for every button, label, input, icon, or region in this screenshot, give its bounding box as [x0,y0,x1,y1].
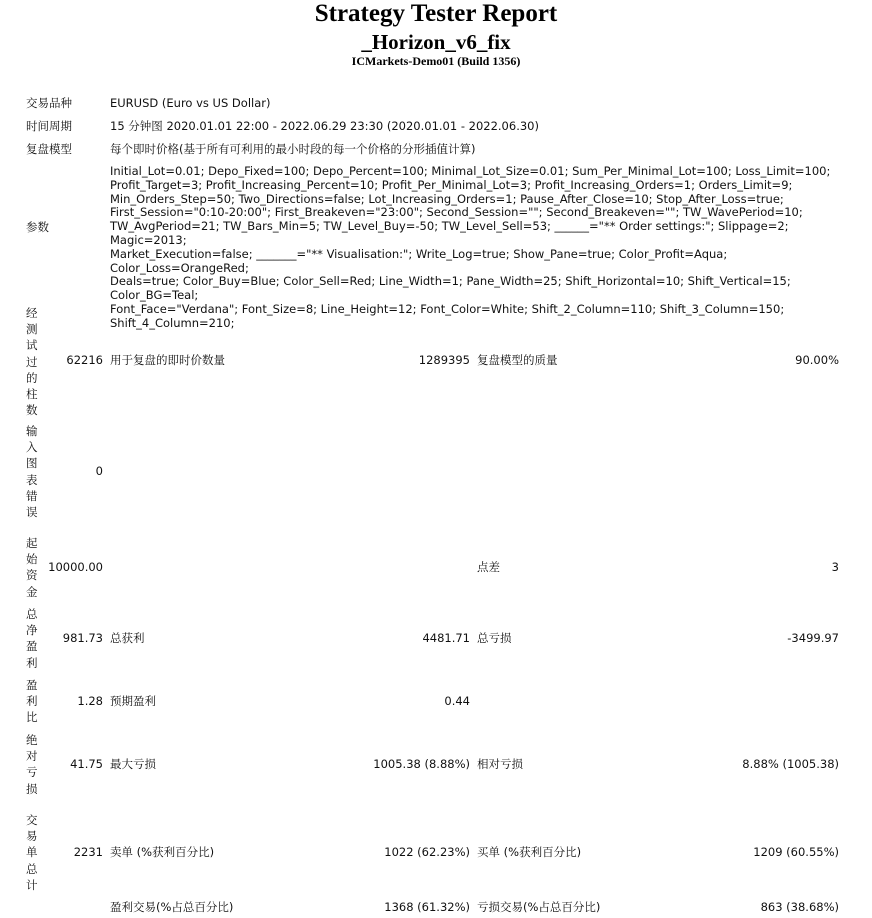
gross-loss-label: 总亏损 [477,631,512,645]
net-profit-value: 981.73 [62,631,103,645]
expected-payoff-value: 0.44 [444,694,470,708]
chart-errors-value: 0 [95,464,103,478]
loss-trades-value: 863 (38.68%) [760,900,839,914]
symbol-value: EURUSD (Euro vs US Dollar) [110,96,271,110]
ticks-value: 1289395 [418,353,470,367]
gross-profit-label: 总获利 [110,631,145,645]
period-label: 时间周期 [26,119,72,133]
gross-loss-value: -3499.97 [787,631,839,645]
chart-errors-label: 输入图表错误 [26,424,38,520]
loss-trades-label: 亏损交易(%占总百分比) [477,900,601,914]
short-positions-value: 1022 (62.23%) [384,845,470,859]
initial-deposit-value: 10000.00 [48,560,103,574]
quality-label: 复盘模型的质量 [477,353,558,367]
quality-value: 90.00% [795,353,839,367]
net-profit-label: 总净盈利 [26,607,38,670]
expert-name: _Horizon_v6_fix [361,30,511,54]
spread-value: 3 [831,560,839,574]
model-label: 复盘模型 [26,142,72,156]
short-positions-label: 卖单 (%获利百分比) [110,845,215,859]
report-title: Strategy Tester Report [314,0,558,27]
params-label: 参数 [26,220,49,234]
max-drawdown-label: 最大亏损 [110,757,156,771]
initial-deposit-label: 起始资金 [26,536,38,599]
model-value: 每个即时价格(基于所有可利用的最小时段的每一个价格的分形插值计算) [110,142,476,156]
bars-tested-label: 经测试过的柱数 [26,306,38,418]
absolute-drawdown-label: 绝对亏损 [26,733,38,796]
total-trades-label: 交易单总计 [26,813,38,892]
long-positions-value: 1209 (60.55%) [753,845,839,859]
profit-factor-value: 1.28 [77,694,103,708]
spread-label: 点差 [477,560,500,574]
profit-factor-label: 盈利比 [26,678,38,725]
max-drawdown-value: 1005.38 (8.88%) [373,757,470,771]
absolute-drawdown-value: 41.75 [70,757,103,771]
expected-payoff-label: 预期盈利 [110,694,156,708]
bars-tested-value: 62216 [66,353,103,367]
symbol-label: 交易品种 [26,96,72,110]
relative-drawdown-value: 8.88% (1005.38) [742,757,839,771]
server-build: ICMarkets-Demo01 (Build 1356) [351,54,521,68]
period-value: 15 分钟图 2020.01.01 22:00 - 2022.06.29 23:30 (2020.01.01 - 2022.06.30) [110,119,539,133]
total-trades-value: 2231 [73,845,103,859]
profit-trades-label: 盈利交易(%占总百分比) [110,900,234,914]
ticks-label: 用于复盘的即时价数量 [110,353,225,367]
gross-profit-value: 4481.71 [422,631,470,645]
relative-drawdown-label: 相对亏损 [477,757,523,771]
profit-trades-value: 1368 (61.32%) [384,900,470,914]
params-value: Initial_Lot=0.01; Depo_Fixed=100; Depo_Percent=100; Minimal_Lot_Size=0.01; Sum_Per_Minimal_Lot=100; Loss_Limit=100; Profit_Target=3; Profit_Increasing_Percent=10; Profit_Per_Minimal_Lot=3; Profit_Increasing_Orders=1; Orders_Limit=9; Min_Orders_Step=50; Two_Directions=false; Lot_Increasing_Orders=1; Pause_After_Close=10; Stop_After_Loss=true; First_Session="0:10-20:00"; First_Breakeven="23:00"; Second_Session=""; Second_Breakeven=""; TW_WavePeriod=10; TW_AvgPeriod=21; TW_Bars_Min=5; TW_Level_Buy=-50; TW_Level_Sell=53; ______="** Order settings:"; Slippage=2; Magic=2013; Market_Execution=false; _______="** Visualisation:"; Write_Log=true; Show_Pane=true; Color_Profit=Aqua; Color_Loss=OrangeRed; Deals=true; Color_Buy=Blue; Color_Sell=Red; Line_Width=1; Pane_Width=25; Shift_Horizontal=10; Shift_Vertical=15; Color_BG=Teal; Font_Face="Verdana"; Font_Size=8; Line_Height=12; Font_Color=White; Shift_2_Column=110; Shift_3_Column=150; Shift_4_Column=210; [110,164,831,330]
long-positions-label: 买单 (%获利百分比) [477,845,582,859]
